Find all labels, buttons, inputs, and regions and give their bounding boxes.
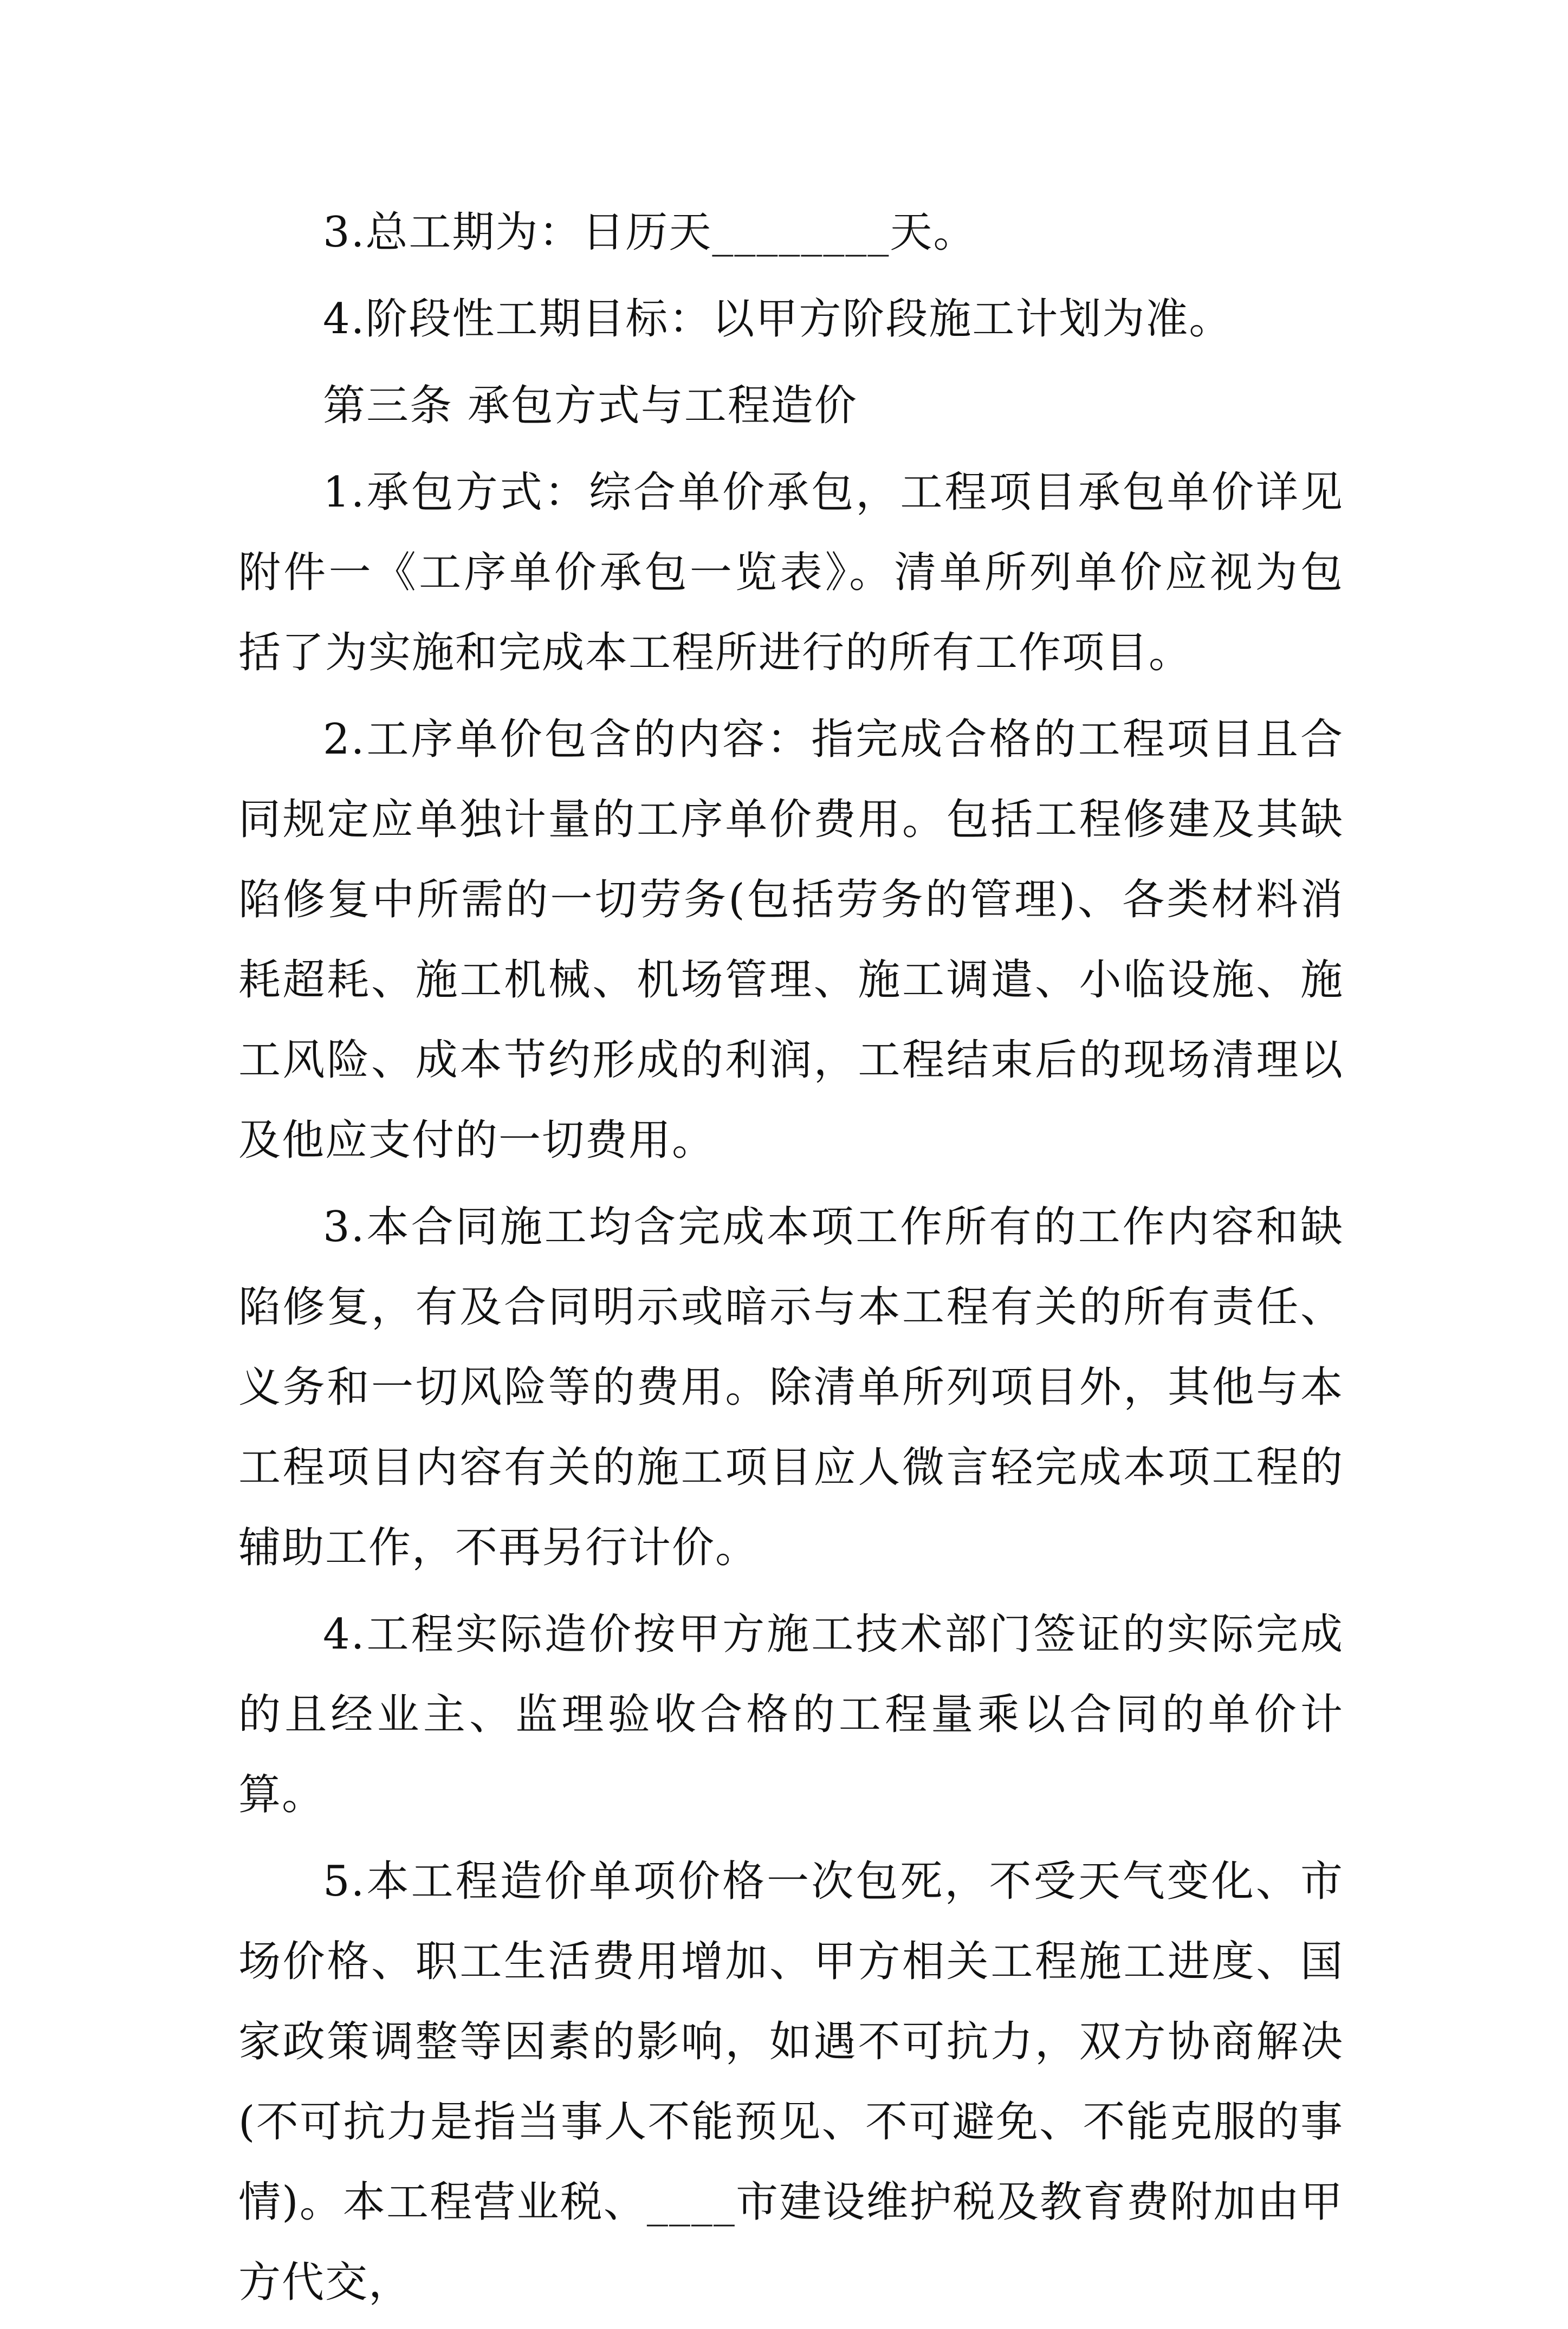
paragraph-contract-scope: 3.本合同施工均含完成本项工作所有的工作内容和缺陷修复，有及合同明示或暗示与本工程有关的所有责任、义务和一切风险等的费用。除清单所列项目外，其他与本工程项目内容有关的施工项目应人微言轻完成本项工程的辅助工作，不再另行计价。 [238, 1203, 1344, 1572]
paragraph-unit-price-contents: 2.工序单价包含的内容：指完成合格的工程项目且合同规定应单独计量的工序单价费用。包括工程修建及其缺陷修复中所需的一切劳务(包括劳务的管理)、各类材料消耗超耗、施工机械、机场管理、施工调遣、小临设施、施工风险、成本节约形成的利润，工程结束后的现场清理以及他应支付的一切费用。 [238, 715, 1344, 1165]
paragraph-contract-method: 1.承包方式：综合单价承包，工程项目承包单价详见附件一《工序单价承包一览表》。清单所列单价应视为包括了为实施和完成本工程所进行的所有工作项目。 [238, 468, 1344, 677]
document-body [238, 192, 1344, 2329]
paragraph-fixed-price: 5.本工程造价单项价格一次包死，不受天气变化、市场价格、职工生活费用增加、甲方相关工程施工进度、国家政策调整等因素的影响，如遇不可抗力，双方协商解决(不可抗力是指当事人不能预见、不可避免、不能克服的事情)。本工程营业税、____市建设维护税及教育费附加由甲方代交， [238, 1857, 1344, 2307]
paragraph-total-duration: 3.总工期为：日历天________天。 [323, 208, 977, 257]
paragraph-actual-cost: 4.工程实际造价按甲方施工技术部门签证的实际完成的且经业主、监理验收合格的工程量乘以合同的单价计算。 [238, 1610, 1344, 1819]
paragraph-stage-duration: 4.阶段性工期目标：以甲方阶段施工计划为准。 [323, 295, 1233, 343]
section-heading-article-3: 第三条 承包方式与工程造价 [323, 381, 858, 430]
